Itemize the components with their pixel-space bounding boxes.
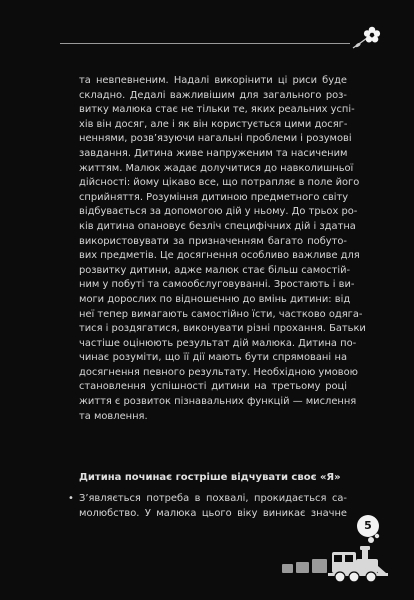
- body-line: та невпевненим. Надалі викорінити ці риси буде: [79, 75, 347, 86]
- body-line: частіше оцінюють результат дій малюка. Дитина по-: [79, 337, 357, 349]
- bullet-line-2: молюбство. У малюка цього віку виникає значне: [79, 507, 347, 519]
- body-line: моги дорослих по відношенню до вмінь дитини: від: [79, 293, 351, 305]
- flower-icon: [349, 24, 385, 52]
- header-rule: [60, 43, 350, 44]
- body-line: становлення успішності дитини на третьому році: [79, 381, 347, 393]
- body-line: ків дитина опановує безліч специфічних дій і здатна: [79, 220, 356, 232]
- body-line: складно. Дедалі важливішим для загального роз-: [79, 89, 347, 101]
- body-line: хів він досяг, але і як він користується цими досяг-: [79, 118, 348, 130]
- bullet-line-1-text: З’являється потреба в похвалі, прокидається са-: [79, 493, 347, 504]
- body-line: життям. Малюк жадає долучитися до навколишньої: [79, 162, 354, 174]
- body-line: витку малюка стає не тільки те, яких реальних успі-: [79, 104, 355, 116]
- body-line: сприйняття. Розуміння дитиною предметного світу: [79, 191, 349, 203]
- body-line: відбувається за допомогою дій у ньому. До трьох ро-: [79, 206, 358, 218]
- page-number: 5: [357, 515, 379, 537]
- body-line: тися і роздягатися, виконувати різні прохання. Батьки: [79, 323, 366, 335]
- bullet-paragraph: [68, 492, 347, 521]
- body-line: ним у побуті та самообслуговуванні. Зростають і ви-: [79, 279, 355, 291]
- body-text: [79, 74, 366, 424]
- body-line: розвитку дитини, адже малюк стає більш самостій-: [79, 264, 351, 276]
- body-line: дійсності: йому цікаво все, що потрапляє в поле його: [79, 177, 360, 189]
- bullet-line-1: [68, 492, 347, 507]
- body-line: досягнення певного результату. Необхідною умовою: [79, 366, 358, 378]
- section-heading: Дитина починає гостріше відчувати своє «Я»: [79, 472, 341, 483]
- body-line: чинає розуміти, що її дії мають бути спрямовані на: [79, 352, 347, 364]
- body-line: життя є розвиток пізнавальних функцій — мислення: [79, 396, 357, 408]
- bullet-mark: •: [68, 493, 74, 504]
- body-line: неннями, розв’язуючи нагальні проблеми і розумові: [79, 133, 352, 145]
- body-line: завдання. Дитина живе напруженим та насиченим: [79, 147, 348, 159]
- body-line: вих предметів. Це досягнення особливо важливе для: [79, 250, 360, 262]
- body-line: неї тепер вимагають самостійно їсти, частково одяга-: [79, 308, 363, 320]
- toy-train-icon: [268, 528, 400, 584]
- body-line: використовувати за призначенням багато побуто-: [79, 235, 347, 247]
- body-line: та мовлення.: [79, 410, 148, 422]
